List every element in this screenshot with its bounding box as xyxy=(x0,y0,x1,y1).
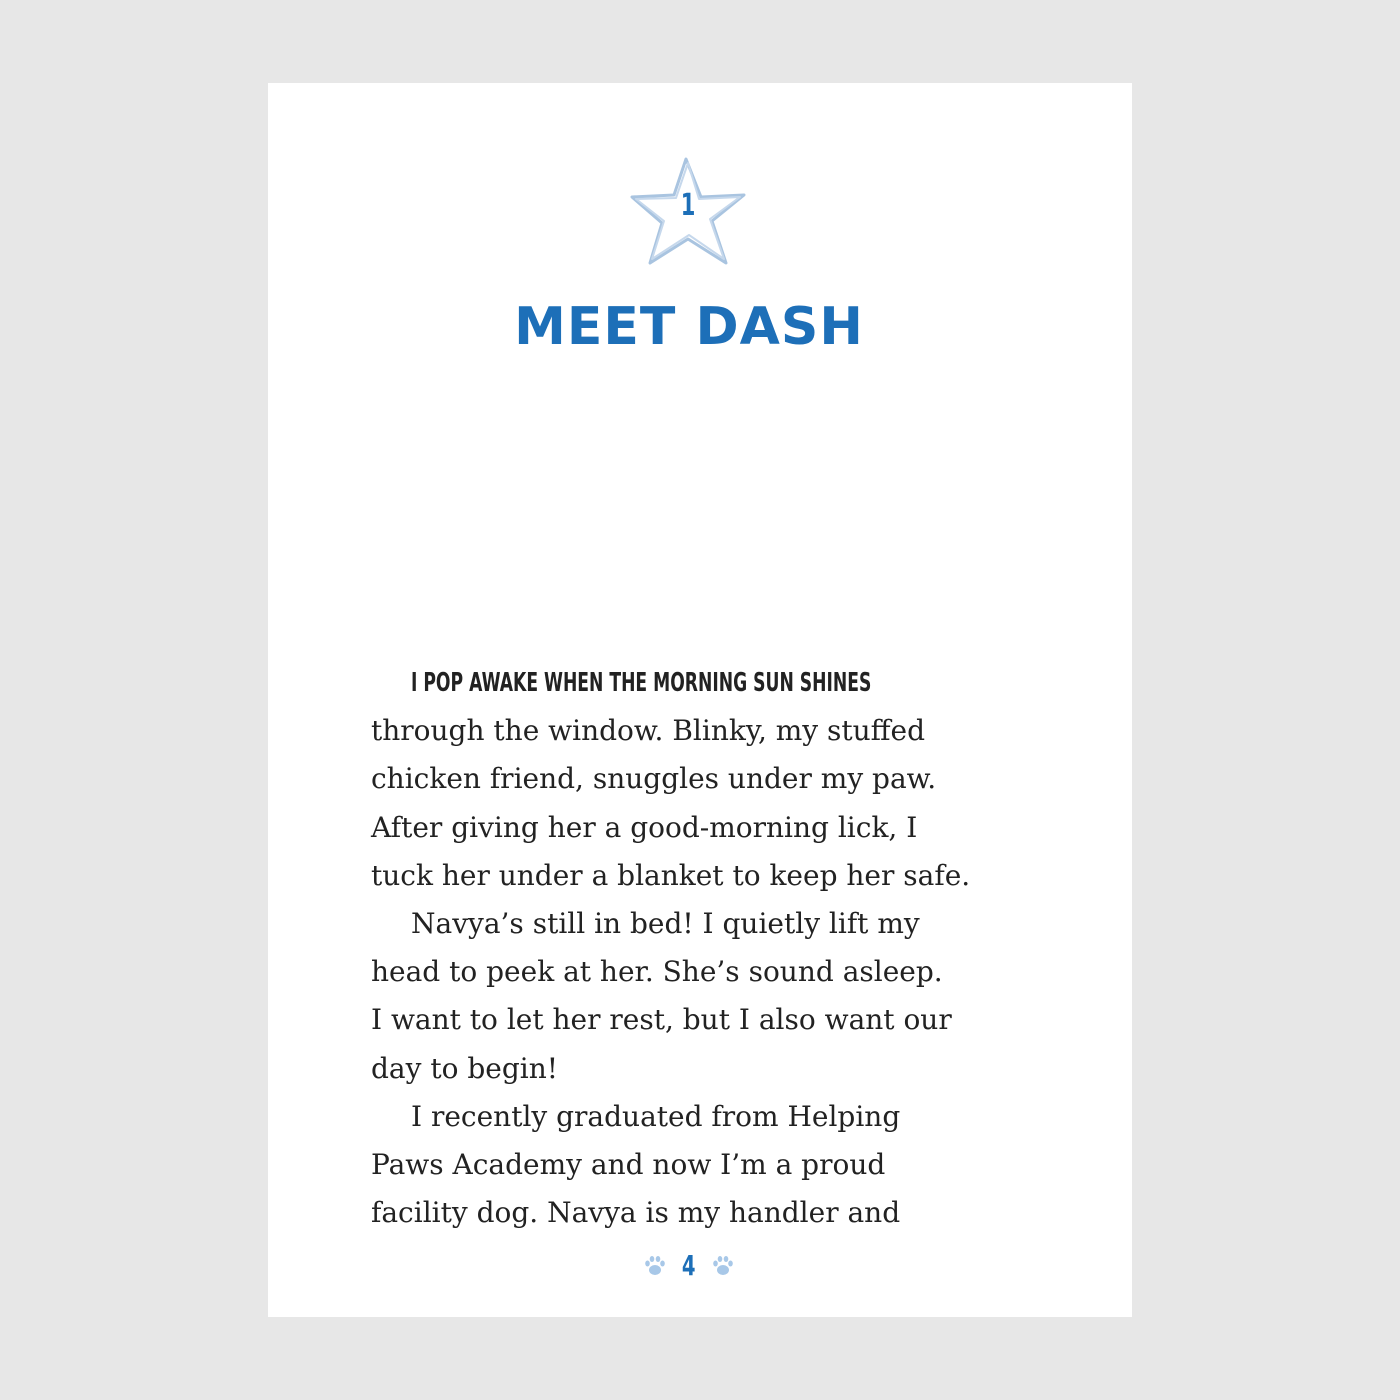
chapter-star-badge xyxy=(628,155,748,269)
chapter-title: MEET DASH xyxy=(514,297,864,357)
body-line-2: through the window. Blinky, my stuffed xyxy=(371,714,926,748)
body-line-1 xyxy=(371,658,1011,707)
lead-in-text: I POP AWAKE WHEN THE MORNING SUN SHINES xyxy=(411,668,872,698)
book-page xyxy=(268,83,1132,1317)
body-line-10: I recently graduated from Helping xyxy=(411,1099,901,1133)
chapter-body-text xyxy=(371,658,1011,1237)
body-line-8: I want to let her rest, but I also want our xyxy=(371,1003,952,1037)
body-line-12: facility dog. Navya is my handler and xyxy=(371,1196,901,1230)
page-number: 4 xyxy=(682,1249,696,1282)
body-line-9: day to begin! xyxy=(371,1051,559,1085)
body-line-4: After giving her a good-morning lick, I xyxy=(371,810,918,844)
body-line-3: chicken friend, snuggles under my paw. xyxy=(371,762,937,796)
chapter-number: 1 xyxy=(680,188,696,223)
body-line-6: Navya’s still in bed! I quietly lift my xyxy=(411,907,920,941)
paw-print-icon xyxy=(711,1254,735,1278)
body-line-11: Paws Academy and now I’m a proud xyxy=(371,1148,886,1182)
paw-print-icon xyxy=(643,1254,667,1278)
body-line-7: head to peek at her. She’s sound asleep. xyxy=(371,955,943,989)
page-footer xyxy=(268,1249,1110,1282)
body-line-5: tuck her under a blanket to keep her safe. xyxy=(371,858,971,892)
